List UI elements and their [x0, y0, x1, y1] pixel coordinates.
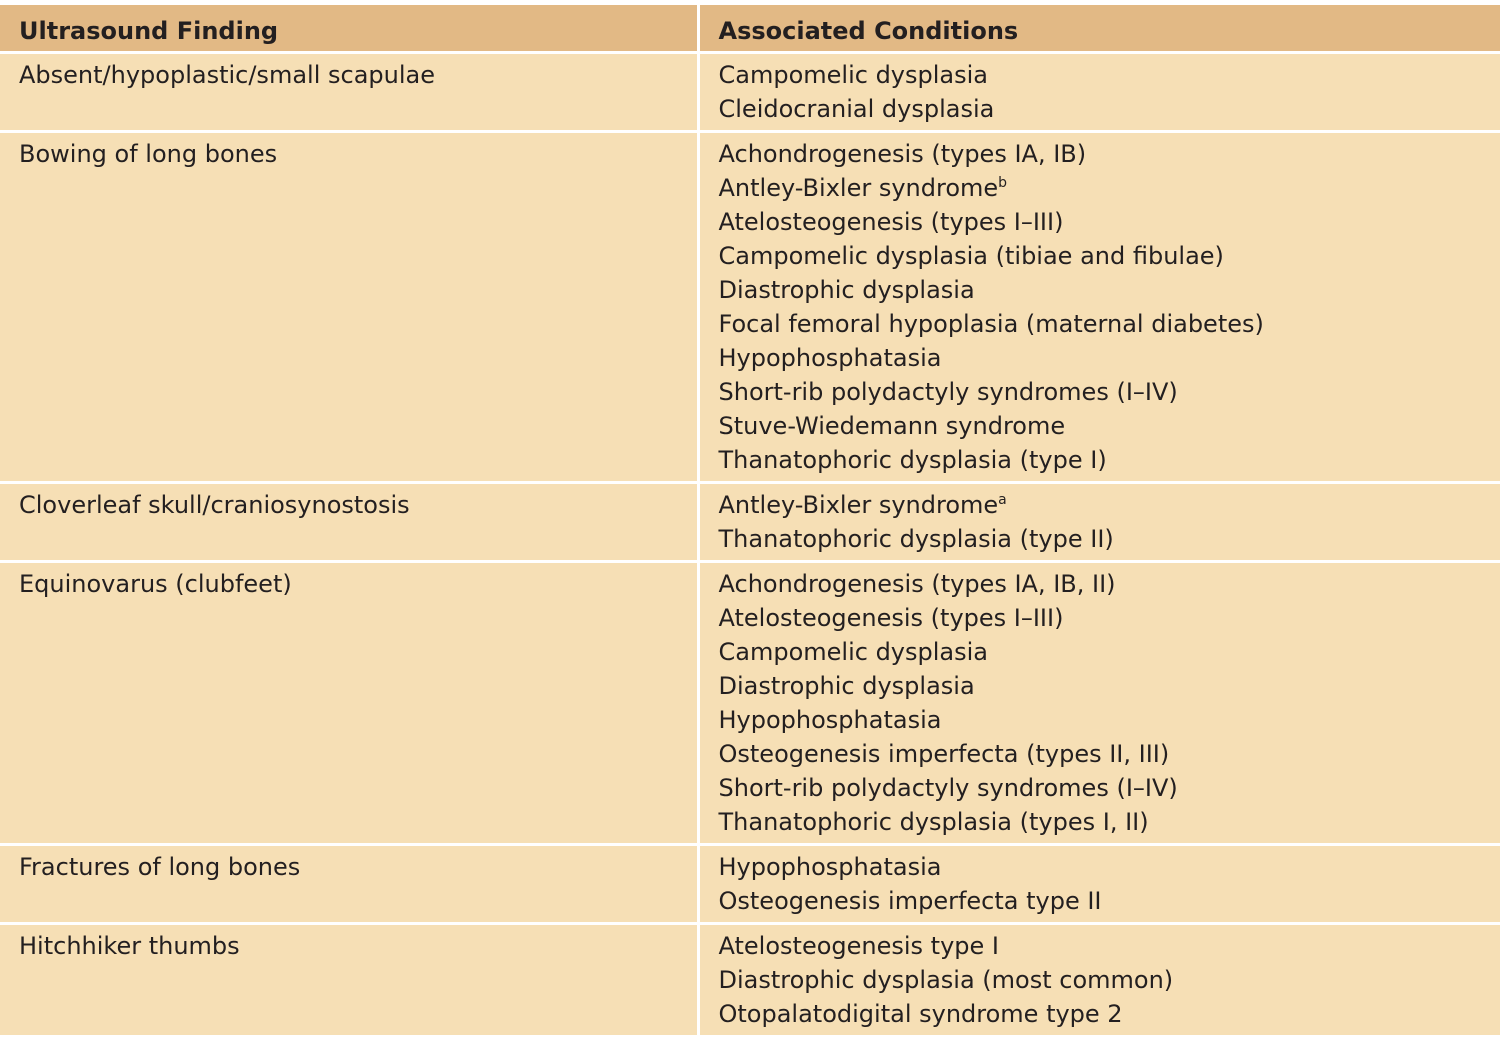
condition-text: Campomelic dysplasia [719, 61, 989, 89]
condition-item [719, 963, 1500, 997]
condition-item [719, 771, 1500, 805]
condition-item [719, 601, 1500, 635]
conditions-cell [698, 132, 1500, 483]
condition-text: Antley-Bixler syndrome [719, 491, 999, 519]
condition-text: Thanatophoric dysplasia (type I) [719, 446, 1107, 474]
condition-text: Antley-Bixler syndrome [719, 174, 999, 202]
header-ultrasound-finding: Ultrasound Finding [0, 4, 698, 53]
condition-text: Diastrophic dysplasia [719, 276, 975, 304]
condition-text: Focal femoral hypoplasia (maternal diabetes) [719, 310, 1264, 338]
condition-text: Achondrogenesis (types IA, IB) [719, 140, 1087, 168]
condition-item [719, 567, 1500, 601]
condition-text: Thanatophoric dysplasia (types I, II) [719, 808, 1149, 836]
table-row [0, 562, 1500, 845]
table-row [0, 53, 1500, 132]
conditions-cell [698, 483, 1500, 562]
finding-cell: Absent/hypoplastic/small scapulae [0, 53, 698, 132]
condition-text: Hypophosphatasia [719, 706, 942, 734]
condition-item [719, 58, 1500, 92]
condition-text: Atelosteogenesis type I [719, 932, 1000, 960]
condition-item [719, 443, 1500, 477]
condition-item [719, 884, 1500, 918]
condition-text: Campomelic dysplasia [719, 638, 989, 666]
condition-item [719, 307, 1500, 341]
condition-text: Cleidocranial dysplasia [719, 95, 995, 123]
condition-text: Hypophosphatasia [719, 853, 942, 881]
table-row [0, 483, 1500, 562]
condition-item [719, 850, 1500, 884]
condition-item [719, 375, 1500, 409]
condition-item [719, 239, 1500, 273]
condition-text: Stuve-Wiedemann syndrome [719, 412, 1066, 440]
condition-text: Diastrophic dysplasia [719, 672, 975, 700]
condition-item [719, 997, 1500, 1031]
condition-item [719, 703, 1500, 737]
condition-item [719, 171, 1500, 205]
condition-item [719, 273, 1500, 307]
condition-item [719, 805, 1500, 839]
condition-text: Atelosteogenesis (types I–III) [719, 604, 1064, 632]
finding-cell: Hitchhiker thumbs [0, 924, 698, 1037]
condition-text: Osteogenesis imperfecta type II [719, 887, 1102, 915]
finding-cell: Fractures of long bones [0, 845, 698, 924]
condition-text: Hypophosphatasia [719, 344, 942, 372]
condition-item [719, 635, 1500, 669]
condition-text: Achondrogenesis (types IA, IB, II) [719, 570, 1116, 598]
condition-text: Short-rib polydactyly syndromes (I–IV) [719, 774, 1178, 802]
condition-text: Otopalatodigital syndrome type 2 [719, 1000, 1123, 1028]
header-associated-conditions: Associated Conditions [698, 4, 1500, 53]
ultrasound-findings-table [0, 2, 1500, 1038]
condition-item [719, 92, 1500, 126]
footnote-marker: b [998, 175, 1007, 191]
condition-text: Osteogenesis imperfecta (types II, III) [719, 740, 1170, 768]
condition-text: Campomelic dysplasia (tibiae and fibulae) [719, 242, 1224, 270]
footnote-marker: a [998, 492, 1007, 508]
condition-item [719, 488, 1500, 522]
condition-text: Atelosteogenesis (types I–III) [719, 208, 1064, 236]
header-row [0, 4, 1500, 53]
conditions-cell [698, 845, 1500, 924]
condition-item [719, 409, 1500, 443]
conditions-cell [698, 53, 1500, 132]
table-row [0, 924, 1500, 1037]
condition-item [719, 137, 1500, 171]
condition-item [719, 205, 1500, 239]
finding-cell: Equinovarus (clubfeet) [0, 562, 698, 845]
condition-text: Thanatophoric dysplasia (type II) [719, 525, 1114, 553]
condition-item [719, 669, 1500, 703]
finding-cell: Bowing of long bones [0, 132, 698, 483]
condition-item [719, 341, 1500, 375]
table-row [0, 845, 1500, 924]
table-row [0, 132, 1500, 483]
condition-item [719, 522, 1500, 556]
finding-cell: Cloverleaf skull/craniosynostosis [0, 483, 698, 562]
conditions-cell [698, 562, 1500, 845]
condition-item [719, 929, 1500, 963]
condition-text: Diastrophic dysplasia (most common) [719, 966, 1174, 994]
condition-text: Short-rib polydactyly syndromes (I–IV) [719, 378, 1178, 406]
conditions-cell [698, 924, 1500, 1037]
condition-item [719, 737, 1500, 771]
